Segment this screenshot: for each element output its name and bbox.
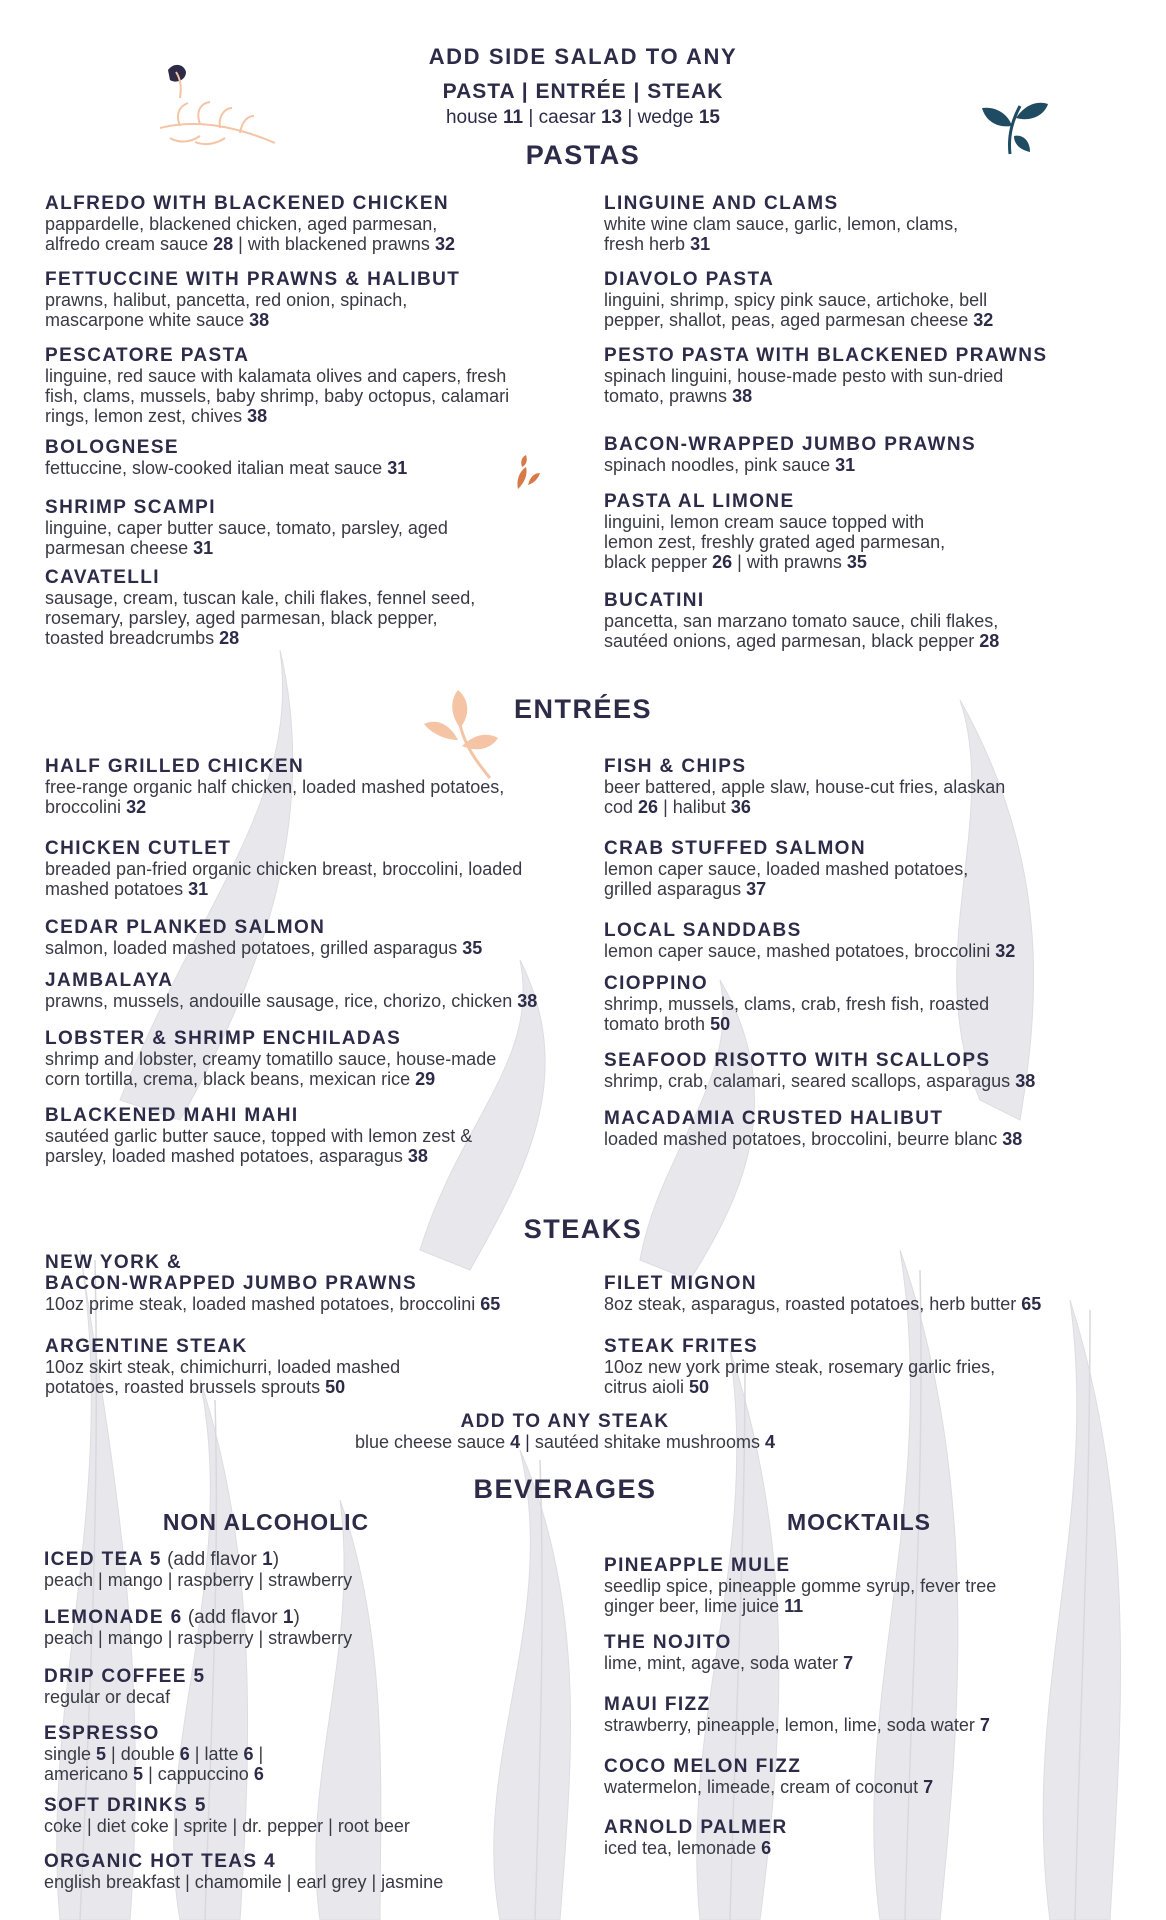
beverage-description: coke | diet coke | sprite | dr. pepper | root beer: [44, 1816, 410, 1836]
item-name: STEAK FRITES: [604, 1336, 759, 1357]
item-description: sautéed garlic butter sauce, topped with lemon zest &: [45, 1126, 473, 1146]
item-price: 38: [732, 386, 753, 406]
item-description: sausage, cream, tuscan kale, chili flakes, fennel seed,: [45, 588, 476, 608]
item-name: HALF GRILLED CHICKEN: [45, 756, 305, 777]
item-description: parmesan cheese 31: [45, 538, 214, 558]
beverage-item: [44, 1723, 564, 1784]
item-name: SEAFOOD RISOTTO WITH SCALLOPS: [604, 1050, 991, 1071]
beverage-name: ICED TEA 5 (add flavor 1): [44, 1549, 280, 1570]
item-description: shrimp, crab, calamari, seared scallops, asparagus 38: [604, 1071, 1036, 1091]
item-description: citrus aioli 50: [604, 1377, 710, 1397]
menu-item: [45, 1105, 590, 1166]
item-name: LOBSTER & SHRIMP ENCHILADAS: [45, 1028, 402, 1049]
item-price: 50: [325, 1377, 346, 1397]
steaks-heading: STEAKS: [523, 1214, 643, 1244]
menu-item: [45, 917, 590, 958]
item-description: beer battered, apple slaw, house-cut fries, alaskan: [604, 777, 1006, 797]
salad-types: [0, 80, 1166, 104]
item-description: fresh herb 31: [604, 234, 711, 254]
item-name: PESCATORE PASTA: [45, 345, 250, 366]
item-name: CEDAR PLANKED SALMON: [45, 917, 326, 938]
item-price: 31: [690, 234, 711, 254]
item-price: 6: [179, 1744, 190, 1764]
beverage-item: [44, 1851, 564, 1892]
addon-name: blue cheese sauce: [355, 1432, 511, 1452]
menu-item: [45, 756, 590, 817]
salad-type: PASTA: [442, 80, 515, 103]
item-description: prawns, halibut, pancetta, red onion, spinach,: [45, 290, 408, 310]
beverage-description: single 5 | double 6 | latte 6 |: [44, 1744, 264, 1764]
item-price: 15: [698, 107, 720, 128]
item-price: 11: [784, 1596, 804, 1616]
menu-item: [45, 1028, 590, 1089]
menu-item: [604, 1817, 1124, 1858]
item-price: 31: [835, 455, 856, 475]
menu-item: [604, 1336, 1149, 1397]
item-description: pepper, shallot, peas, aged parmesan cheese 32: [604, 310, 994, 330]
menu-item: [604, 1108, 1149, 1149]
beverage-description: americano 5 | cappuccino 6: [44, 1764, 264, 1784]
menu-item: [604, 491, 1144, 572]
separator: |: [626, 80, 648, 103]
item-price: 31: [387, 458, 408, 478]
item-description: fettuccine, slow-cooked italian meat sauce 31: [45, 458, 408, 478]
steak-addons: [0, 1432, 1130, 1453]
separator: |: [514, 80, 536, 103]
item-description: ginger beer, lime juice 11: [604, 1596, 804, 1616]
beverage-name: ORGANIC HOT TEAS 4: [44, 1851, 277, 1872]
item-description: strawberry, pineapple, lemon, lime, soda water 7: [604, 1715, 990, 1735]
item-name: MACADAMIA CRUSTED HALIBUT: [604, 1108, 944, 1129]
item-description: pappardelle, blackened chicken, aged parmesan,: [45, 214, 438, 234]
item-description: grilled asparagus 37: [604, 879, 767, 899]
item-description: 8oz steak, asparagus, roasted potatoes, herb butter 65: [604, 1294, 1042, 1314]
beverage-item: [44, 1607, 564, 1648]
item-price: 5: [96, 1744, 107, 1764]
item-price: 50: [689, 1377, 710, 1397]
beverage-name: ESPRESSO: [44, 1723, 160, 1744]
beverage-description: regular or decaf: [44, 1687, 171, 1707]
menu-item: [604, 1273, 1149, 1314]
item-name: PASTA AL LIMONE: [604, 491, 795, 512]
item-description: spinach noodles, pink sauce 31: [604, 455, 856, 475]
item-description: broccolini 32: [45, 797, 147, 817]
item-name: PESTO PASTA WITH BLACKENED PRAWNS: [604, 345, 1048, 366]
item-name: CAVATELLI: [45, 567, 160, 588]
item-description: cod 26 | halibut 36: [604, 797, 751, 817]
item-price: 38: [517, 991, 538, 1011]
item-name: THE NOJITO: [604, 1632, 732, 1653]
item-description: linguini, lemon cream sauce topped with: [604, 512, 925, 532]
item-price: 31: [193, 538, 214, 558]
item-description: spinach linguini, house-made pesto with sun-dried: [604, 366, 1004, 386]
item-name: SHRIMP SCAMPI: [45, 497, 216, 518]
item-name: FETTUCCINE WITH PRAWNS & HALIBUT: [45, 269, 461, 290]
beverage-name: SOFT DRINKS 5: [44, 1795, 207, 1816]
item-name: MAUI FIZZ: [604, 1694, 711, 1715]
menu-item: [604, 756, 1149, 817]
item-name: ARGENTINE STEAK: [45, 1336, 248, 1357]
item-extra: halibut: [672, 797, 726, 817]
item-description: loaded mashed potatoes, broccolini, beurre blanc 38: [604, 1129, 1023, 1149]
item-price: 1: [262, 1549, 273, 1570]
item-description: linguini, shrimp, spicy pink sauce, artichoke, bell: [604, 290, 988, 310]
beverage-description: peach | mango | raspberry | strawberry: [44, 1570, 353, 1590]
side-name: caesar: [538, 107, 601, 128]
menu-item: [604, 193, 1144, 254]
item-name: CHICKEN CUTLET: [45, 838, 232, 859]
item-description: parsley, loaded mashed potatoes, asparagus 38: [45, 1146, 428, 1166]
item-name: BACON-WRAPPED JUMBO PRAWNS: [604, 434, 977, 455]
menu-item: [45, 269, 585, 330]
item-price: 6: [170, 1607, 183, 1628]
salad-type: STEAK: [647, 80, 724, 103]
item-price: 65: [1021, 1294, 1042, 1314]
flavor-note: (add flavor 1): [161, 1549, 280, 1570]
side-name: house: [445, 107, 504, 128]
item-price: 11: [503, 107, 524, 128]
menu-item: [45, 970, 590, 1011]
beverage-name: LEMONADE 6 (add flavor 1): [44, 1607, 300, 1628]
item-description: iced tea, lemonade 6: [604, 1838, 772, 1858]
item-name: JAMBALAYA: [45, 970, 174, 991]
item-name: CIOPPINO: [604, 973, 709, 994]
mocktails-heading: MOCKTAILS: [786, 1509, 931, 1535]
item-price: 5: [194, 1795, 207, 1816]
item-extra: with blackened prawns: [247, 234, 430, 254]
menu-item: [604, 1632, 1124, 1673]
item-price: 1: [282, 1607, 294, 1628]
item-name: LINGUINE AND CLAMS: [604, 193, 839, 214]
item-name: BLACKENED MAHI MAHI: [45, 1105, 299, 1126]
menu-item: [45, 345, 585, 426]
item-name: ARNOLD PALMER: [604, 1817, 788, 1838]
item-description: tomato, prawns 38: [604, 386, 753, 406]
item-price: 38: [1015, 1071, 1036, 1091]
item-description: salmon, loaded mashed potatoes, grilled asparagus 35: [45, 938, 483, 958]
item-description: lemon caper sauce, loaded mashed potatoes,: [604, 859, 969, 879]
item-name: NEW YORK &: [45, 1252, 183, 1273]
item-price: 29: [415, 1069, 436, 1089]
item-price: 32: [973, 310, 994, 330]
item-description: lemon zest, freshly grated aged parmesan,: [604, 532, 946, 552]
item-description: prawns, mussels, andouille sausage, rice, chorizo, chicken 38: [45, 991, 538, 1011]
item-price: 26: [638, 797, 659, 817]
item-description: lemon caper sauce, mashed potatoes, broccolini 32: [604, 941, 1016, 961]
item-price: 38: [1002, 1129, 1023, 1149]
item-description: 10oz skirt steak, chimichurri, loaded mashed: [45, 1357, 401, 1377]
menu-item: [604, 269, 1144, 330]
side-name: wedge: [637, 107, 699, 128]
item-description: toasted breadcrumbs 28: [45, 628, 240, 648]
pastas-heading: PASTAS: [525, 140, 641, 170]
item-price: 35: [846, 552, 867, 572]
item-description: free-range organic half chicken, loaded mashed potatoes,: [45, 777, 505, 797]
item-price: 36: [730, 797, 751, 817]
item-name: LOCAL SANDDABS: [604, 920, 802, 941]
item-name: COCO MELON FIZZ: [604, 1756, 802, 1777]
item-description: sautéed onions, aged parmesan, black pepper 28: [604, 631, 1000, 651]
menu-item: [604, 590, 1144, 651]
item-price: 13: [600, 107, 623, 128]
item-description: alfredo cream sauce 28 | with blackened prawns 32: [45, 234, 455, 254]
menu-item: [604, 345, 1144, 406]
item-description: corn tortilla, crema, black beans, mexican rice 29: [45, 1069, 436, 1089]
item-price: 5: [193, 1666, 206, 1687]
item-description: breaded pan-fried organic chicken breast, broccolini, loaded: [45, 859, 523, 879]
item-price: 28: [979, 631, 1000, 651]
item-extra: with prawns: [746, 552, 842, 572]
flavor-note: (add flavor 1): [182, 1607, 300, 1628]
item-description: black pepper 26 | with prawns 35: [604, 552, 867, 572]
beverage-description: peach | mango | raspberry | strawberry: [44, 1628, 353, 1648]
beverage-name: DRIP COFFEE 5: [44, 1666, 206, 1687]
item-description: mashed potatoes 31: [45, 879, 209, 899]
item-price: 6: [243, 1744, 254, 1764]
item-price: 28: [213, 234, 234, 254]
salad-type: ENTRÉE: [535, 80, 627, 103]
entrees-heading: ENTRÉES: [513, 694, 653, 724]
item-description: rosemary, parsley, aged parmesan, black pepper,: [45, 608, 438, 628]
item-price: 5: [149, 1549, 162, 1570]
item-description: shrimp, mussels, clams, crab, fresh fish, roasted: [604, 994, 990, 1014]
menu-item: [604, 838, 1149, 899]
beverage-item: [44, 1795, 564, 1836]
item-price: 26: [712, 552, 733, 572]
item-description: seedlip spice, pineapple gomme syrup, fever tree: [604, 1576, 997, 1596]
item-price: 32: [995, 941, 1016, 961]
beverage-description: english breakfast | chamomile | earl grey | jasmine: [44, 1872, 444, 1892]
menu-item: [604, 1694, 1124, 1735]
item-price: 32: [126, 797, 147, 817]
item-name: BUCATINI: [604, 590, 705, 611]
beverage-item: [44, 1549, 564, 1590]
item-description: rings, lemon zest, chives 38: [45, 406, 268, 426]
salad-heading: ADD SIDE SALAD TO ANY: [428, 44, 738, 69]
item-price: 50: [710, 1014, 731, 1034]
item-name: BOLOGNESE: [45, 437, 180, 458]
item-name: BACON-WRAPPED JUMBO PRAWNS: [45, 1273, 418, 1294]
item-description: 10oz prime steak, loaded mashed potatoes, broccolini 65: [45, 1294, 501, 1314]
separator: |: [523, 107, 539, 128]
item-name: DIAVOLO PASTA: [604, 269, 775, 290]
menu-item: [45, 437, 585, 478]
item-price: 7: [979, 1715, 990, 1735]
item-price: 4: [510, 1432, 521, 1452]
item-description: 10oz new york prime steak, rosemary garlic fries,: [604, 1357, 996, 1377]
item-price: 38: [247, 406, 268, 426]
item-name: PINEAPPLE MULE: [604, 1555, 791, 1576]
item-price: 5: [133, 1764, 144, 1784]
item-description: mascarpone white sauce 38: [45, 310, 270, 330]
item-price: 37: [746, 879, 767, 899]
menu-item: [604, 920, 1149, 961]
menu-item: [45, 193, 585, 254]
item-description: white wine clam sauce, garlic, lemon, clams,: [604, 214, 959, 234]
item-price: 65: [480, 1294, 501, 1314]
item-price: 38: [407, 1146, 428, 1166]
item-description: linguine, caper butter sauce, tomato, parsley, aged: [45, 518, 448, 538]
item-price: 32: [434, 234, 455, 254]
item-price: 4: [764, 1432, 775, 1452]
item-description: shrimp and lobster, creamy tomatillo sauce, house-made: [45, 1049, 497, 1069]
non-alcoholic-heading: NON ALCOHOLIC: [162, 1509, 370, 1535]
item-description: tomato broth 50: [604, 1014, 731, 1034]
menu-item: [604, 1555, 1124, 1616]
item-description: lime, mint, agave, soda water 7: [604, 1653, 854, 1673]
menu-item: [604, 1050, 1149, 1091]
menu-item: [604, 973, 1149, 1034]
item-name: FILET MIGNON: [604, 1273, 757, 1294]
menu-item: [45, 567, 585, 648]
item-name: FISH & CHIPS: [604, 756, 747, 777]
item-price: 6: [761, 1838, 772, 1858]
item-description: pancetta, san marzano tomato sauce, chili flakes,: [604, 611, 999, 631]
steak-addon-heading: ADD TO ANY STEAK: [460, 1411, 670, 1432]
item-price: 4: [264, 1851, 277, 1872]
menu-item: [45, 497, 585, 558]
beverage-item: [44, 1666, 564, 1707]
item-price: 38: [249, 310, 270, 330]
menu-item: [45, 1252, 590, 1314]
item-price: 6: [253, 1764, 264, 1784]
item-price: 31: [188, 879, 209, 899]
menu-item: [45, 838, 590, 899]
item-description: fish, clams, mussels, baby shrimp, baby octopus, calamari: [45, 386, 510, 406]
separator: |: [622, 107, 638, 128]
item-price: 7: [843, 1653, 854, 1673]
item-price: 28: [219, 628, 240, 648]
addon-name: sautéed shitake mushrooms: [534, 1432, 765, 1452]
item-price: 35: [462, 938, 483, 958]
item-price: 7: [923, 1777, 934, 1797]
item-description: linguine, red sauce with kalamata olives and capers, fresh: [45, 366, 507, 386]
item-name: ALFREDO WITH BLACKENED CHICKEN: [45, 193, 450, 214]
menu-item: [45, 1336, 590, 1397]
item-description: potatoes, roasted brussels sprouts 50: [45, 1377, 346, 1397]
separator: |: [520, 1432, 535, 1452]
salad-sides: [0, 107, 1166, 129]
menu-item: [604, 434, 1144, 475]
menu-item: [604, 1756, 1124, 1797]
item-description: watermelon, limeade, cream of coconut 7: [604, 1777, 934, 1797]
beverages-heading: BEVERAGES: [473, 1474, 657, 1504]
item-name: CRAB STUFFED SALMON: [604, 838, 866, 859]
